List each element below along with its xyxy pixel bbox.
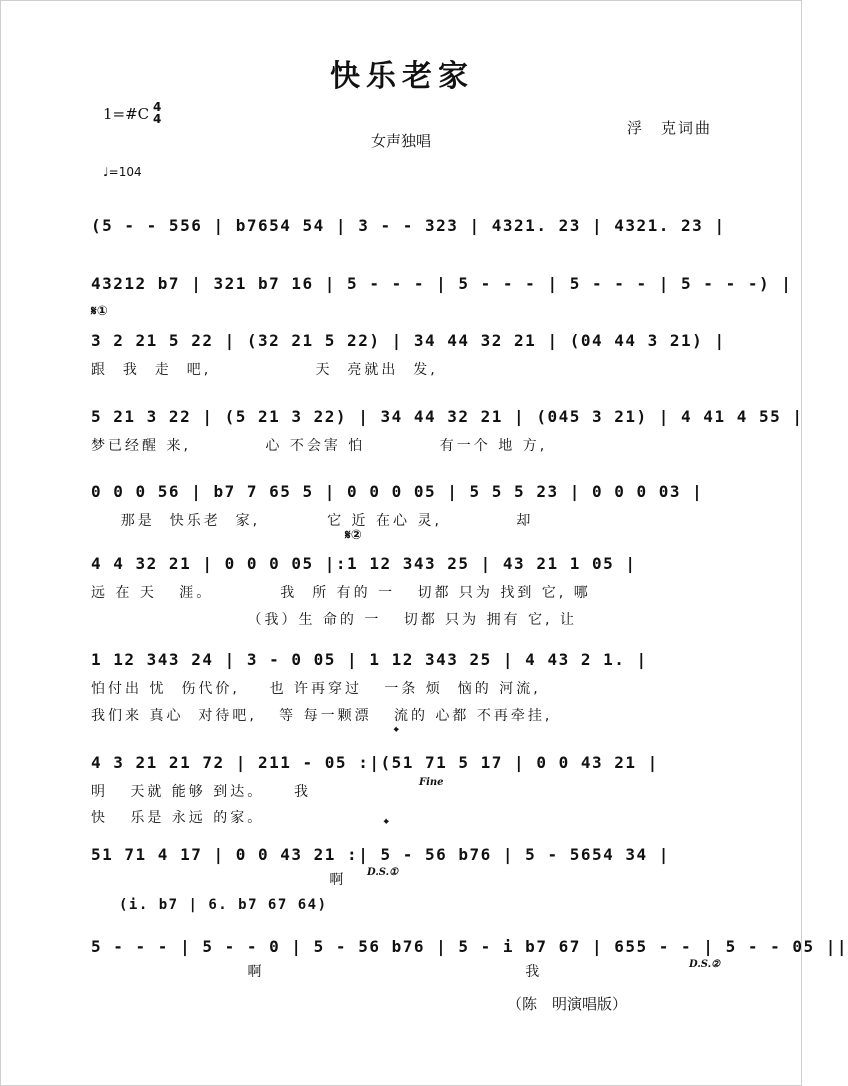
notation-line: 5 - - - | 5 - - 0 | 5 - 56 b76 | 5 - i b7 67 | 655 - - | 5 - - 05 || — [91, 937, 848, 956]
lyrics-line-1: 远 在 天 涯。 我 所 有的 一 切都 只为 找到 它, 哪 — [91, 585, 591, 601]
lyrics-line-1: 那是 快乐老 家, 它 近 在心 灵, 却 — [91, 513, 534, 529]
lyrics-line-2: （我）生 命的 一 切都 只为 拥有 它, 让 — [91, 612, 577, 628]
lyrics-line-1: 明 天就 能够 到达。 我 — [91, 784, 312, 800]
lyrics-line-1: 啊 — [91, 872, 347, 888]
music-system-7 — [91, 650, 721, 724]
notation-line: 51 71 4 17 | 0 0 43 21 :| 5 - 56 b76 | 5 - 5654 34 | — [91, 845, 670, 864]
notation-line: 43212 b7 | 321 b7 16 | 5 - - - | 5 - - - | 5 - - - | 5 - - -) | — [91, 274, 793, 293]
key-signature: 1=#C — [103, 105, 150, 123]
notation-line: 4 3 21 21 72 | 211 - 05 :|(51 71 5 17 | 0 0 43 21 | — [91, 753, 659, 772]
music-system-8 — [91, 753, 721, 826]
lyrics-line-1: 啊 我 — [91, 964, 543, 980]
meter-bottom: 4 — [153, 112, 162, 126]
notation-line: (5 - - 556 | b7654 54 | 3 - - 323 | 4321. 23 | 4321. 23 | — [91, 216, 726, 235]
ds-1-marking: D.S.① — [367, 867, 399, 878]
music-system-6 — [91, 554, 721, 628]
notation-line: 0 0 0 56 | b7 7 65 5 | 0 0 0 05 | 5 5 5 23 | 0 0 0 03 | — [91, 482, 704, 501]
lyrics-line-1: 梦已经醒 来, 心 不会害 怕 有一个 地 方, — [91, 438, 548, 454]
notation-line: 4 4 32 21 | 0 0 0 05 |:1 12 343 25 | 43 21 1 05 | — [91, 554, 637, 573]
performance-type: 女声独唱 — [371, 132, 432, 150]
coda-sign: 𝄌 — [384, 817, 389, 832]
composer-credit: 浮 克词曲 — [627, 119, 713, 137]
version-note: （陈 明演唱版） — [507, 995, 628, 1013]
notation-line: 5 21 3 22 | (5 21 3 22) | 34 44 32 21 | (045 3 21) | 4 41 4 55 | — [91, 407, 804, 426]
music-system-2 — [91, 274, 793, 326]
notation-line: 3 2 21 5 22 | (32 21 5 22) | 34 44 32 21 | (04 44 3 21) | — [91, 331, 726, 350]
music-system-4 — [91, 407, 804, 459]
music-system-9 — [91, 845, 721, 897]
music-system-1 — [91, 216, 726, 268]
lyrics-line-2: 我们来 真心 对待吧, 等 每一颗漂 流的 心都 不再牵挂, — [91, 708, 553, 724]
tempo-marking: ♩=104 — [103, 165, 142, 179]
music-system-3 — [91, 331, 726, 383]
meter-top: 4 — [153, 100, 162, 114]
lyrics-line-2: 快 乐是 永远 的家。 — [91, 810, 265, 826]
segno-2-marker: 𝄋② — [345, 528, 362, 543]
lyrics-line-1: 跟 我 走 吧, 天 亮就出 发, — [91, 362, 438, 378]
lyrics-line-1: 怕付出 忧 伤代价, 也 许再穿过 一条 烦 恼的 河流, — [91, 681, 541, 697]
fine-marking: Fine — [419, 777, 444, 788]
song-title: 快乐老家 — [330, 59, 474, 94]
notation-line: 1 12 343 24 | 3 - 0 05 | 1 12 343 25 | 4 43 2 1. | — [91, 650, 648, 669]
segno-1-marker: 𝄋① — [91, 304, 108, 319]
coda-sign: 𝄌 — [394, 725, 399, 740]
ds-2-marking: D.S.② — [689, 959, 721, 970]
music-system-5 — [91, 482, 721, 534]
ossia-line: (i. b7 | 6. b7 67 64) — [119, 897, 328, 913]
music-system-10 — [91, 937, 848, 989]
time-signature — [153, 101, 161, 125]
